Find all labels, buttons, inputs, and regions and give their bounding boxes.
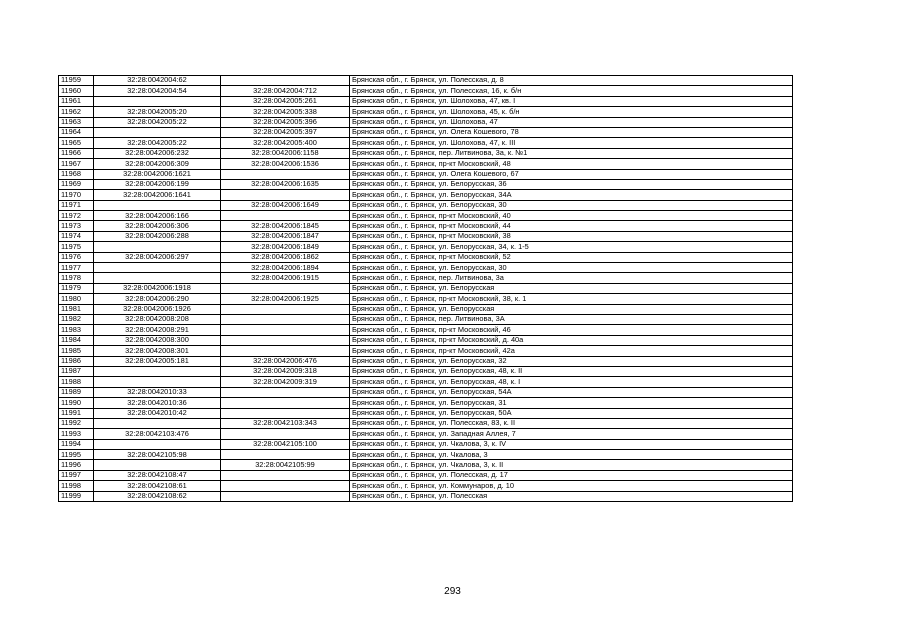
row-number: 11960 [59,86,94,96]
table-row [59,304,793,314]
table-row [59,325,793,335]
cadastral-number-2 [221,325,350,335]
row-number: 11965 [59,138,94,148]
address-cell: Брянская обл., г. Брянск, пр-кт Московский, 38 [350,231,793,241]
cadastral-number-2: 32:28:0042006:1847 [221,231,350,241]
address-cell: Брянская обл., г. Брянск, ул. Белорусская, 31 [350,398,793,408]
address-cell: Брянская обл., г. Брянск, ул. Шолохова, 47, к. III [350,138,793,148]
address-cell: Брянская обл., г. Брянск, пр-кт Московский, 38, к. 1 [350,294,793,304]
table-row [59,283,793,293]
cadastral-number-1: 32:28:0042005:22 [94,117,221,127]
table-row [59,190,793,200]
row-number: 11990 [59,398,94,408]
row-number: 11989 [59,387,94,397]
cadastral-number-1: 32:28:0042008:291 [94,325,221,335]
table-row [59,491,793,501]
cadastral-number-1: 32:28:0042005:20 [94,107,221,117]
row-number: 11983 [59,325,94,335]
cadastral-number-2 [221,450,350,460]
cadastral-number-2: 32:28:0042009:318 [221,366,350,376]
page-number: 293 [444,586,461,597]
address-cell: Брянская обл., г. Брянск, ул. Полесская, д. 8 [350,76,793,86]
table-row [59,148,793,158]
row-number: 11964 [59,127,94,137]
table-row [59,117,793,127]
row-number: 11996 [59,460,94,470]
cadastral-number-1: 32:28:0042006:297 [94,252,221,262]
row-number: 11984 [59,335,94,345]
cadastral-number-2: 32:28:0042006:476 [221,356,350,366]
cadastral-number-2 [221,429,350,439]
cadastral-number-1: 32:28:0042108:62 [94,491,221,501]
row-number: 11991 [59,408,94,418]
table-row [59,470,793,480]
row-number: 11969 [59,179,94,189]
row-number: 11973 [59,221,94,231]
row-number: 11962 [59,107,94,117]
cadastral-number-2 [221,314,350,324]
cadastral-number-1 [94,263,221,273]
row-number: 11966 [59,148,94,158]
cadastral-number-1 [94,273,221,283]
cadastral-number-2 [221,470,350,480]
row-number: 11981 [59,304,94,314]
cadastral-number-2: 32:28:0042005:397 [221,127,350,137]
table-row [59,231,793,241]
cadastral-number-1 [94,127,221,137]
address-cell: Брянская обл., г. Брянск, ул. Шолохова, 45, к. б/н [350,107,793,117]
cadastral-number-1: 32:28:0042010:36 [94,398,221,408]
cadastral-number-1: 32:28:0042006:1621 [94,169,221,179]
cadastral-number-2: 32:28:0042006:1925 [221,294,350,304]
address-cell: Брянская обл., г. Брянск, пр-кт Московский, 46 [350,325,793,335]
cadastral-number-1: 32:28:0042006:199 [94,179,221,189]
cadastral-number-2: 32:28:0042006:1845 [221,221,350,231]
table-body [59,76,793,502]
row-number: 11974 [59,231,94,241]
table-row [59,169,793,179]
cadastral-number-1: 32:28:0042010:42 [94,408,221,418]
cadastral-number-1: 32:28:0042010:33 [94,387,221,397]
table-row [59,127,793,137]
row-number: 11987 [59,366,94,376]
cadastral-number-2: 32:28:0042105:99 [221,460,350,470]
row-number: 11997 [59,470,94,480]
row-number: 11971 [59,200,94,210]
row-number: 11970 [59,190,94,200]
address-cell: Брянская обл., г. Брянск, ул. Западная Аллея, 7 [350,429,793,439]
address-cell: Брянская обл., г. Брянск, ул. Шолохова, 47 [350,117,793,127]
table-row [59,159,793,169]
cadastral-number-1: 32:28:0042006:288 [94,231,221,241]
cadastral-number-1: 32:28:0042108:47 [94,470,221,480]
row-number: 11968 [59,169,94,179]
row-number: 11998 [59,481,94,491]
cadastral-number-1 [94,377,221,387]
cadastral-number-1: 32:28:0042103:476 [94,429,221,439]
cadastral-table [58,75,793,502]
address-cell: Брянская обл., г. Брянск, ул. Белорусская [350,304,793,314]
row-number: 11999 [59,491,94,501]
row-number: 11972 [59,211,94,221]
table-row [59,314,793,324]
cadastral-number-1: 32:28:0042008:301 [94,346,221,356]
cadastral-number-2 [221,491,350,501]
cadastral-number-1: 32:28:0042006:309 [94,159,221,169]
address-cell: Брянская обл., г. Брянск, ул. Белорусская, 48, к. II [350,366,793,376]
cadastral-number-1: 32:28:0042006:1918 [94,283,221,293]
cadastral-number-1: 32:28:0042006:232 [94,148,221,158]
table-row [59,408,793,418]
table-row [59,450,793,460]
cadastral-number-1 [94,418,221,428]
table-row [59,211,793,221]
address-cell: Брянская обл., г. Брянск, пер. Литвинова, 3а [350,273,793,283]
cadastral-number-2: 32:28:0042006:1849 [221,242,350,252]
address-cell: Брянская обл., г. Брянск, ул. Белорусская, 50А [350,408,793,418]
cadastral-number-1: 32:28:0042008:300 [94,335,221,345]
address-cell: Брянская обл., г. Брянск, ул. Шолохова, 47, кв. I [350,96,793,106]
address-cell: Брянская обл., г. Брянск, ул. Полесская, д. 17 [350,470,793,480]
row-number: 11979 [59,283,94,293]
cadastral-number-2: 32:28:0042006:1536 [221,159,350,169]
address-cell: Брянская обл., г. Брянск, ул. Олега Кошевого, 78 [350,127,793,137]
address-cell: Брянская обл., г. Брянск, пер. Литвинова, 3а, к. №1 [350,148,793,158]
table-row [59,179,793,189]
cadastral-number-2 [221,335,350,345]
cadastral-number-2 [221,387,350,397]
row-number: 11967 [59,159,94,169]
table-row [59,200,793,210]
row-number: 11994 [59,439,94,449]
address-cell: Брянская обл., г. Брянск, ул. Чкалова, 3, к. IV [350,439,793,449]
table-row [59,263,793,273]
table-row [59,242,793,252]
cadastral-number-2 [221,211,350,221]
cadastral-number-1 [94,366,221,376]
row-number: 11976 [59,252,94,262]
table-row [59,418,793,428]
row-number: 11985 [59,346,94,356]
cadastral-number-2: 32:28:0042004:712 [221,86,350,96]
row-number: 11993 [59,429,94,439]
table-row [59,377,793,387]
address-cell: Брянская обл., г. Брянск, пр-кт Московский, 40 [350,211,793,221]
cadastral-number-2 [221,346,350,356]
table-row [59,294,793,304]
cadastral-number-1: 32:28:0042105:98 [94,450,221,460]
cadastral-number-1: 32:28:0042108:61 [94,481,221,491]
address-cell: Брянская обл., г. Брянск, ул. Белорусская, 34А [350,190,793,200]
row-number: 11980 [59,294,94,304]
table-row [59,346,793,356]
address-cell: Брянская обл., г. Брянск, ул. Белорусская, 34, к. 1-5 [350,242,793,252]
address-cell: Брянская обл., г. Брянск, ул. Полесская [350,491,793,501]
address-cell: Брянская обл., г. Брянск, пр-кт Московский, 44 [350,221,793,231]
row-number: 11959 [59,76,94,86]
cadastral-number-1 [94,460,221,470]
address-cell: Брянская обл., г. Брянск, пр-кт Московский, д. 40а [350,335,793,345]
table-row [59,221,793,231]
cadastral-number-1: 32:28:0042004:62 [94,76,221,86]
address-cell: Брянская обл., г. Брянск, ул. Коммунаров, д. 10 [350,481,793,491]
cadastral-number-2: 32:28:0042103:343 [221,418,350,428]
cadastral-number-1 [94,96,221,106]
cadastral-number-1: 32:28:0042005:181 [94,356,221,366]
cadastral-number-1 [94,200,221,210]
cadastral-number-2 [221,304,350,314]
row-number: 11961 [59,96,94,106]
table-row [59,356,793,366]
address-cell: Брянская обл., г. Брянск, ул. Олега Кошевого, 67 [350,169,793,179]
cadastral-number-2: 32:28:0042105:100 [221,439,350,449]
cadastral-number-1: 32:28:0042004:54 [94,86,221,96]
cadastral-number-2: 32:28:0042005:338 [221,107,350,117]
address-cell: Брянская обл., г. Брянск, ул. Чкалова, 3 [350,450,793,460]
cadastral-number-2: 32:28:0042006:1894 [221,263,350,273]
cadastral-number-1 [94,439,221,449]
cadastral-number-2: 32:28:0042005:261 [221,96,350,106]
table-row [59,481,793,491]
cadastral-number-1: 32:28:0042006:166 [94,211,221,221]
table-row [59,252,793,262]
table-row [59,460,793,470]
table-row [59,335,793,345]
table-row [59,398,793,408]
row-number: 11975 [59,242,94,252]
address-cell: Брянская обл., г. Брянск, ул. Белорусская, 48, к. I [350,377,793,387]
cadastral-number-1: 32:28:0042005:22 [94,138,221,148]
cadastral-number-1: 32:28:0042006:1641 [94,190,221,200]
row-number: 11963 [59,117,94,127]
cadastral-number-2 [221,481,350,491]
address-cell: Брянская обл., г. Брянск, ул. Белорусская, 30 [350,200,793,210]
address-cell: Брянская обл., г. Брянск, ул. Чкалова, 3, к. II [350,460,793,470]
cadastral-number-2: 32:28:0042006:1649 [221,200,350,210]
address-cell: Брянская обл., г. Брянск, ул. Белорусская, 32 [350,356,793,366]
table-row [59,86,793,96]
address-cell: Брянская обл., г. Брянск, ул. Белорусская, 36 [350,179,793,189]
table-row [59,429,793,439]
cadastral-number-1: 32:28:0042006:1926 [94,304,221,314]
table-row [59,107,793,117]
cadastral-number-2: 32:28:0042006:1862 [221,252,350,262]
cadastral-number-2 [221,398,350,408]
cadastral-number-1: 32:28:0042008:208 [94,314,221,324]
address-cell: Брянская обл., г. Брянск, ул. Белорусская, 54А [350,387,793,397]
table-row [59,138,793,148]
row-number: 11995 [59,450,94,460]
table-row [59,366,793,376]
address-cell: Брянская обл., г. Брянск, ул. Белорусская [350,283,793,293]
address-cell: Брянская обл., г. Брянск, ул. Полесская, 83, к. II [350,418,793,428]
cadastral-number-1: 32:28:0042006:290 [94,294,221,304]
row-number: 11986 [59,356,94,366]
table-row [59,76,793,86]
cadastral-number-1 [94,242,221,252]
cadastral-number-2 [221,408,350,418]
table-row [59,439,793,449]
cadastral-number-2: 32:28:0042006:1915 [221,273,350,283]
address-cell: Брянская обл., г. Брянск, пер. Литвинова, 3А [350,314,793,324]
cadastral-number-2: 32:28:0042009:319 [221,377,350,387]
cadastral-number-2 [221,169,350,179]
address-cell: Брянская обл., г. Брянск, пр-кт Московский, 52 [350,252,793,262]
cadastral-number-2: 32:28:0042006:1635 [221,179,350,189]
address-cell: Брянская обл., г. Брянск, пр-кт Московский, 42а [350,346,793,356]
cadastral-number-2 [221,190,350,200]
cadastral-number-2: 32:28:0042006:1158 [221,148,350,158]
row-number: 11992 [59,418,94,428]
row-number: 11988 [59,377,94,387]
cadastral-number-1: 32:28:0042006:306 [94,221,221,231]
cadastral-number-2: 32:28:0042005:396 [221,117,350,127]
cadastral-number-2 [221,283,350,293]
row-number: 11977 [59,263,94,273]
table-row [59,96,793,106]
table-row [59,273,793,283]
address-cell: Брянская обл., г. Брянск, ул. Полесская, 16, к. б/н [350,86,793,96]
cadastral-number-2: 32:28:0042005:400 [221,138,350,148]
address-cell: Брянская обл., г. Брянск, пр-кт Московский, 48 [350,159,793,169]
cadastral-number-2 [221,76,350,86]
row-number: 11982 [59,314,94,324]
table-row [59,387,793,397]
row-number: 11978 [59,273,94,283]
address-cell: Брянская обл., г. Брянск, ул. Белорусская, 30 [350,263,793,273]
